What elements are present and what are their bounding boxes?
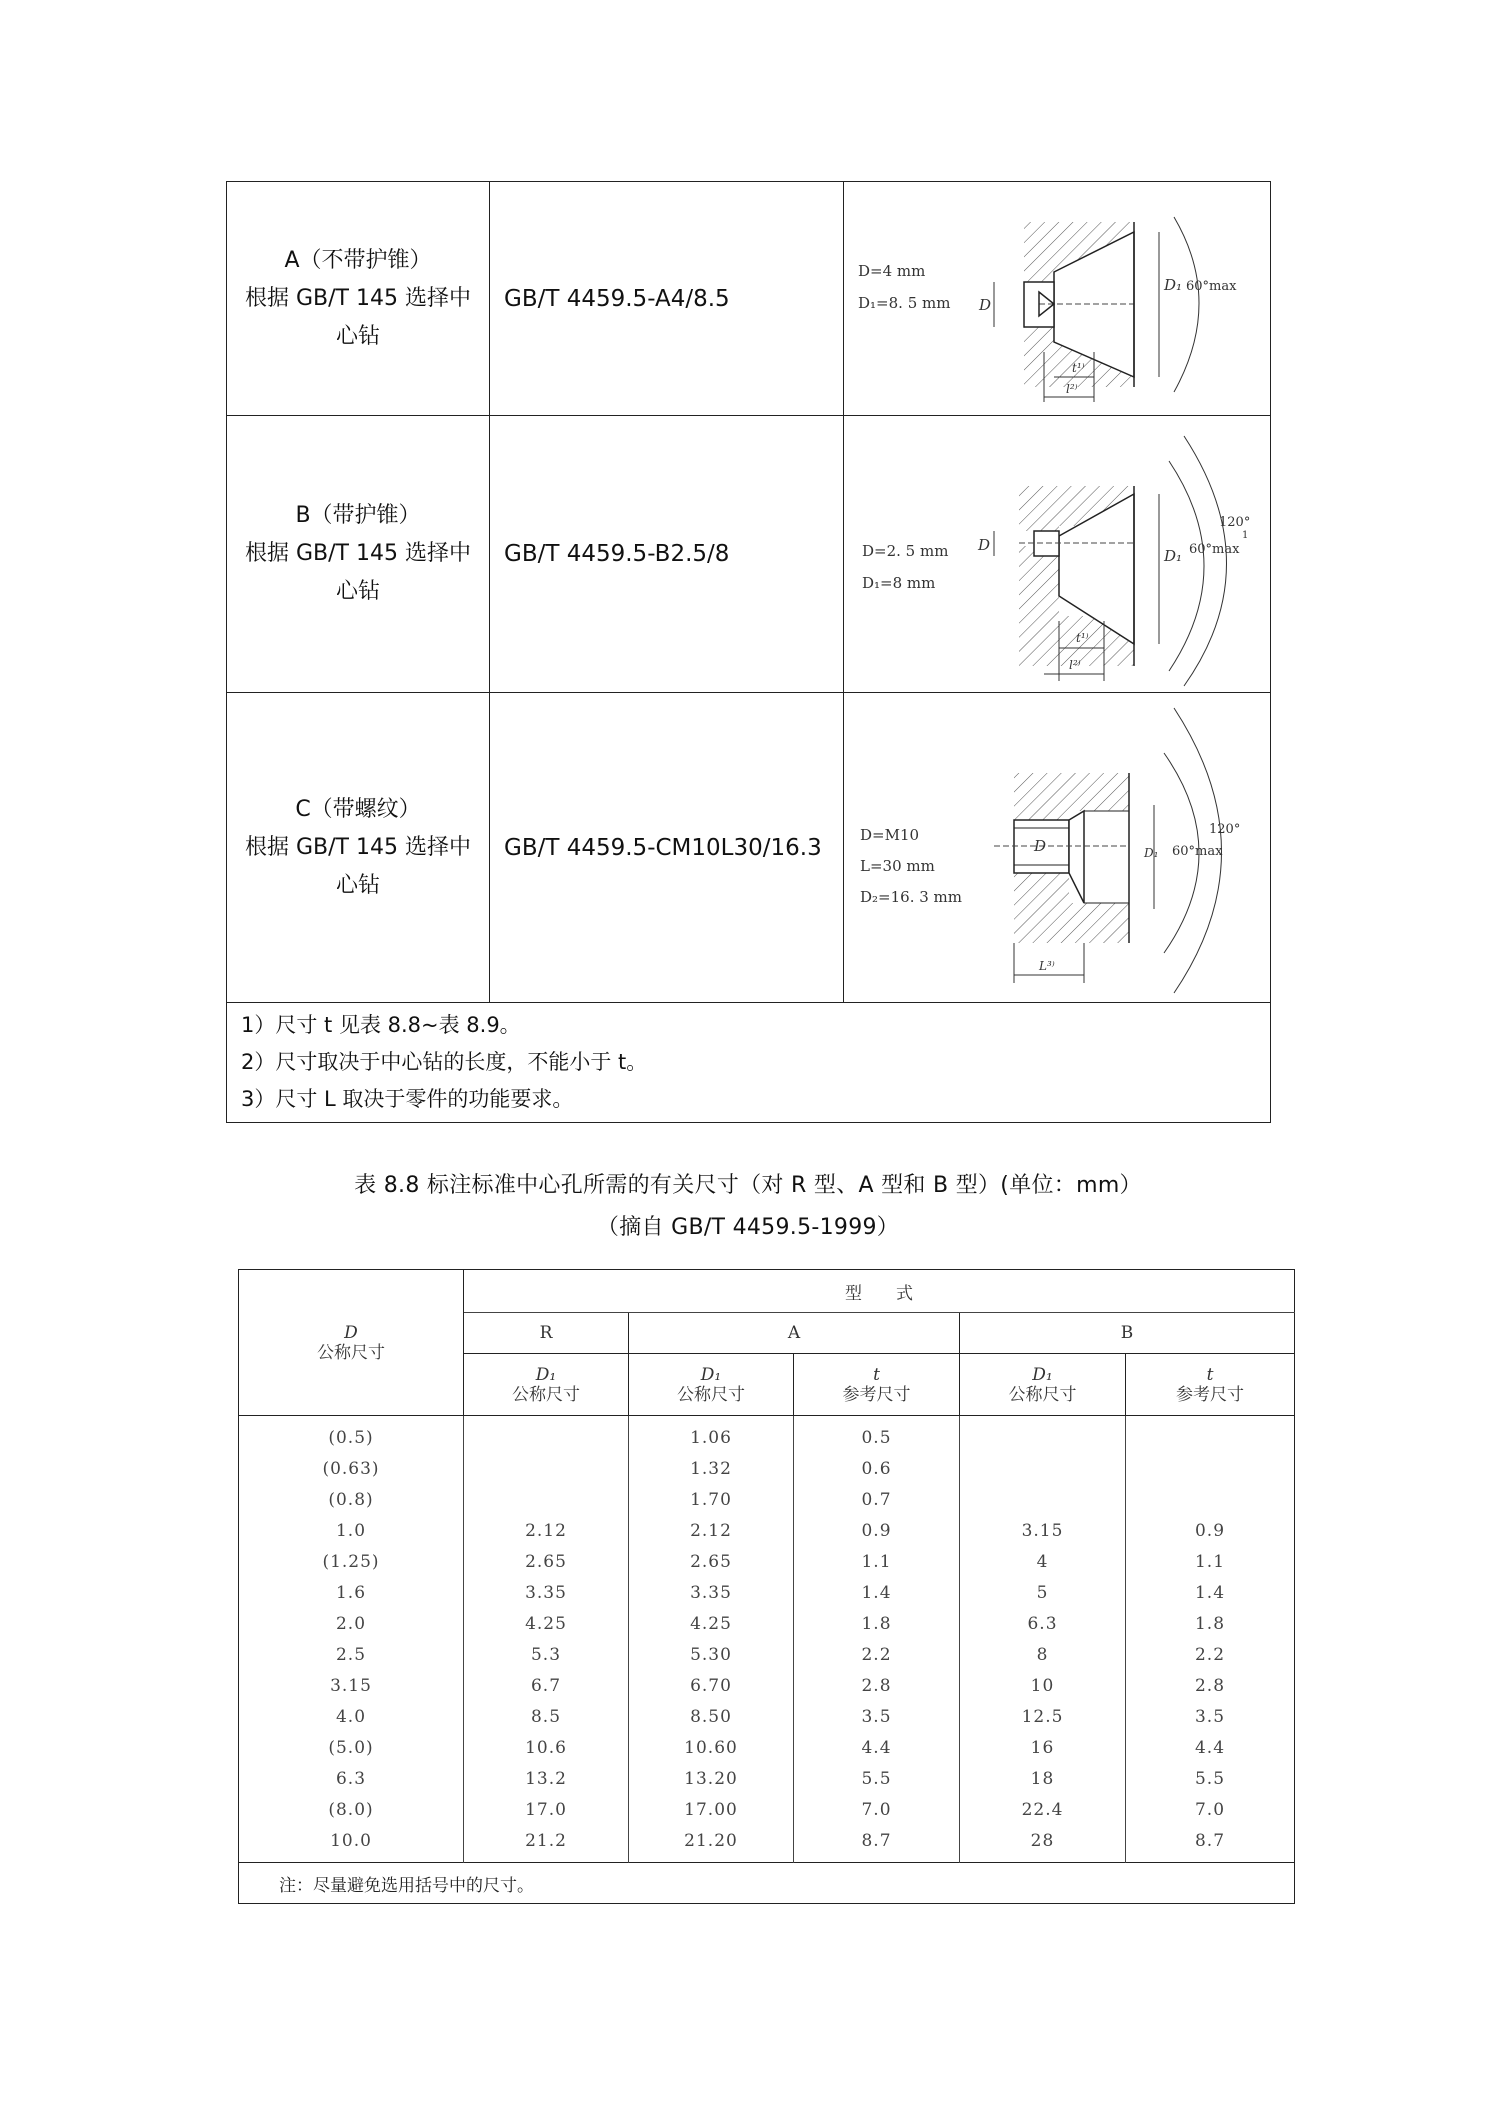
table-cell: 2.2 (1126, 1639, 1295, 1670)
table-cell: 8 (960, 1639, 1126, 1670)
table-cell: (1.25) (239, 1546, 464, 1577)
table-row (239, 1608, 1295, 1639)
type-cell-c (227, 693, 490, 1003)
table-cell: 1.1 (794, 1546, 960, 1577)
table-row (239, 1515, 1295, 1546)
dim-l: l²⁾ (1069, 658, 1081, 672)
table-row (239, 1701, 1295, 1732)
type-label: C（带螺纹） (295, 796, 421, 822)
type-desc-cont: 心钻 (335, 323, 380, 349)
table-cell: 8.7 (1126, 1825, 1295, 1863)
table-row (239, 1577, 1295, 1608)
header-type: 型 式 (464, 1270, 1295, 1313)
center-hole-designation-table (226, 181, 1271, 1123)
table-cell: 6.3 (239, 1763, 464, 1794)
center-hole-a-drawing (844, 182, 1271, 415)
table-cell: 6.7 (464, 1670, 629, 1701)
table-cell: 2.65 (464, 1546, 629, 1577)
type-label: A（不带护锥） (284, 247, 432, 273)
fig-d1-value: D₁=8 mm (862, 574, 936, 592)
table-cell: 1.8 (1126, 1608, 1295, 1639)
table-cell: 0.9 (794, 1515, 960, 1546)
type-desc-cont: 心钻 (335, 579, 380, 604)
table-cell: 1.8 (794, 1608, 960, 1639)
table-cell (1126, 1416, 1295, 1454)
table-row (239, 1484, 1295, 1515)
table-cell: 2.8 (794, 1670, 960, 1701)
fig-d-value: D=4 mm (858, 262, 926, 280)
table-cell: 3.35 (464, 1577, 629, 1608)
header-group-b: B (960, 1313, 1295, 1354)
table-cell: 0.6 (794, 1453, 960, 1484)
header-a-d1: D₁ 公称尺寸 (629, 1354, 794, 1416)
type-label: B（带护锥） (295, 503, 421, 528)
header-a-t: t 参考尺寸 (794, 1354, 960, 1416)
dim-angle: 60°max (1186, 279, 1237, 294)
table-cell (1126, 1484, 1295, 1515)
table-cell: 1.6 (239, 1577, 464, 1608)
table-cell: 13.20 (629, 1763, 794, 1794)
fig-d-value: D=M10 (860, 826, 920, 844)
dim-angle60: 60°max (1189, 542, 1240, 557)
header-d-symbol: D (344, 1322, 358, 1343)
fig-d1-value: D₁=8. 5 mm (858, 294, 951, 312)
table-cell: 1.06 (629, 1416, 794, 1454)
table-cell: 1.4 (794, 1577, 960, 1608)
table-cell: 0.7 (794, 1484, 960, 1515)
table-cell: (8.0) (239, 1794, 464, 1825)
table-cell: (5.0) (239, 1732, 464, 1763)
footnotes (227, 1003, 1271, 1123)
table-cell: (0.5) (239, 1416, 464, 1454)
table-cell (464, 1453, 629, 1484)
dim-l: l²⁾ (1066, 382, 1078, 396)
footnote-2: 2）尺寸取决于中心钻的长度，不能小于 t。 (241, 1050, 648, 1074)
center-hole-c-drawing (844, 693, 1271, 1002)
table-cell: 2.0 (239, 1608, 464, 1639)
type-cell-b (227, 416, 490, 693)
table-cell: 10.6 (464, 1732, 629, 1763)
table-cell: 4.25 (464, 1608, 629, 1639)
table-row (239, 1763, 1295, 1794)
table-cell: 18 (960, 1763, 1126, 1794)
table-cell: 5.3 (464, 1639, 629, 1670)
dim-l: L³⁾ (1039, 959, 1055, 973)
type-desc-cont: 心钻 (335, 872, 380, 898)
table-cell: 3.35 (629, 1577, 794, 1608)
table-cell: (0.8) (239, 1484, 464, 1515)
table-cell: 6.3 (960, 1608, 1126, 1639)
table-source: （摘自 GB/T 4459.5-1999） (596, 1215, 900, 1240)
table-row (239, 1732, 1295, 1763)
table-cell: 28 (960, 1825, 1126, 1863)
table-caption: 表 8.8 标注标准中心孔所需的有关尺寸（对 R 型、A 型和 B 型）(单位：mm） (354, 1173, 1142, 1198)
table-row (239, 1794, 1295, 1825)
table-cell: 4.4 (794, 1732, 960, 1763)
table-cell: 3.5 (1126, 1701, 1295, 1732)
type-desc: 根据 GB/T 145 选择中 (245, 541, 471, 566)
header-group-r: R (464, 1313, 629, 1354)
table-cell: 7.0 (794, 1794, 960, 1825)
dim-angle60: 60°max (1172, 844, 1223, 859)
table-row (239, 1416, 1295, 1454)
table-cell: 5.5 (794, 1763, 960, 1794)
table-note: 注：尽量避免选用括号中的尺寸。 (239, 1863, 1295, 1904)
dim-angle120: 120° (1219, 515, 1251, 530)
designation-c: GB/T 4459.5-CM10L30/16.3 (490, 693, 844, 1003)
figure-cell-c (844, 693, 1271, 1003)
header-d (239, 1270, 464, 1416)
table-cell: 17.0 (464, 1794, 629, 1825)
table-cell: 8.5 (464, 1701, 629, 1732)
table-cell: 1.70 (629, 1484, 794, 1515)
header-d-label: 公称尺寸 (317, 1342, 385, 1363)
table-row (239, 1825, 1295, 1863)
dim-d1: D₁ (1164, 276, 1183, 294)
header-b-t: t 参考尺寸 (1126, 1354, 1295, 1416)
footnote-1: 1）尺寸 t 见表 8.8~表 8.9。 (241, 1013, 521, 1037)
table-cell: 2.5 (239, 1639, 464, 1670)
table-cell: 13.2 (464, 1763, 629, 1794)
table-cell (464, 1484, 629, 1515)
table-cell (960, 1416, 1126, 1454)
table-row (239, 1546, 1295, 1577)
table-cell: 8.50 (629, 1701, 794, 1732)
dim-t: t¹⁾ (1072, 361, 1085, 375)
type-cell-a (227, 182, 490, 416)
header-group-a: A (629, 1313, 960, 1354)
table-cell: 12.5 (960, 1701, 1126, 1732)
dim-d: D (978, 536, 991, 554)
dim-t: t¹⁾ (1076, 631, 1089, 645)
table-cell: 4.0 (239, 1701, 464, 1732)
table-cell (1126, 1453, 1295, 1484)
table-cell: 21.2 (464, 1825, 629, 1863)
table-cell: 1.0 (239, 1515, 464, 1546)
table-cell (960, 1484, 1126, 1515)
table-cell: 8.7 (794, 1825, 960, 1863)
table-row (239, 1670, 1295, 1701)
table-cell: 0.9 (1126, 1515, 1295, 1546)
dim-d2: D₁ (1144, 846, 1159, 860)
notes-row (227, 1003, 1271, 1123)
table-cell: 21.20 (629, 1825, 794, 1863)
header-b-d1: D₁ 公称尺寸 (960, 1354, 1126, 1416)
table-cell: 2.12 (464, 1515, 629, 1546)
table-cell: (0.63) (239, 1453, 464, 1484)
table-cell: 4.4 (1126, 1732, 1295, 1763)
row-type-b (227, 416, 1271, 693)
designation-a: GB/T 4459.5-A4/8.5 (490, 182, 844, 416)
table-cell: 16 (960, 1732, 1126, 1763)
dim-angle120: 120° (1209, 822, 1241, 837)
table-cell (464, 1416, 629, 1454)
table-cell: 1.32 (629, 1453, 794, 1484)
table-cell: 1.4 (1126, 1577, 1295, 1608)
table-cell: 4.25 (629, 1608, 794, 1639)
fig-d2-value: D₂=16. 3 mm (860, 888, 962, 906)
center-hole-dimension-table (238, 1269, 1295, 1904)
table-row (239, 1453, 1295, 1484)
table-cell: 3.15 (960, 1515, 1126, 1546)
type-desc: 根据 GB/T 145 选择中 (245, 285, 471, 311)
row-type-c (227, 693, 1271, 1003)
figure-cell-b (844, 416, 1271, 693)
table-cell (960, 1453, 1126, 1484)
table-cell: 1.1 (1126, 1546, 1295, 1577)
table-cell: 6.70 (629, 1670, 794, 1701)
type-desc: 根据 GB/T 145 选择中 (245, 834, 471, 860)
table-cell: 10.60 (629, 1732, 794, 1763)
designation-b: GB/T 4459.5-B2.5/8 (490, 416, 844, 693)
table-cell: 10 (960, 1670, 1126, 1701)
figure-cell-a (844, 182, 1271, 416)
table-cell: 5.5 (1126, 1763, 1295, 1794)
table-cell: 7.0 (1126, 1794, 1295, 1825)
center-hole-b-drawing (844, 416, 1271, 692)
dim-d: D (1034, 837, 1047, 855)
table-cell: 4 (960, 1546, 1126, 1577)
footnote-3: 3）尺寸 L 取决于零件的功能要求。 (241, 1087, 574, 1111)
row-type-a (227, 182, 1271, 416)
table-cell: 5 (960, 1577, 1126, 1608)
table-cell: 5.30 (629, 1639, 794, 1670)
table-cell: 3.5 (794, 1701, 960, 1732)
table-row (239, 1639, 1295, 1670)
table-cell: 3.15 (239, 1670, 464, 1701)
dim-d1: D₁ (1164, 547, 1183, 565)
table-cell: 0.5 (794, 1416, 960, 1454)
table-cell: 22.4 (960, 1794, 1126, 1825)
header-r-d1: D₁ 公称尺寸 (464, 1354, 629, 1416)
table-cell: 2.12 (629, 1515, 794, 1546)
dimension-rows (239, 1416, 1295, 1863)
fig-l-value: L=30 mm (860, 857, 935, 875)
fig-d-value: D=2. 5 mm (862, 542, 949, 560)
dim-d: D (979, 296, 992, 314)
table-cell: 2.8 (1126, 1670, 1295, 1701)
table-cell: 17.00 (629, 1794, 794, 1825)
table-cell: 10.0 (239, 1825, 464, 1863)
table-cell: 2.65 (629, 1546, 794, 1577)
dim-note-1: 1 (1242, 530, 1249, 541)
table-cell: 2.2 (794, 1639, 960, 1670)
